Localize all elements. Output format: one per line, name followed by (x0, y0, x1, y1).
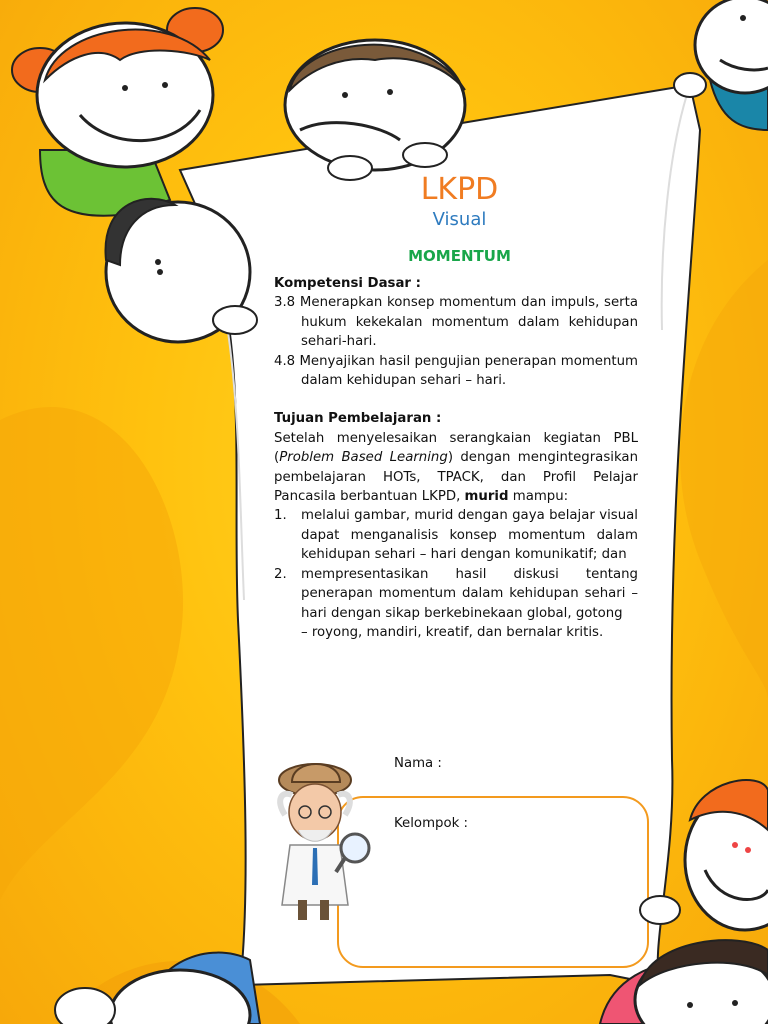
kompetensi-number: 3.8 (274, 295, 296, 311)
tujuan-number: 1. (274, 508, 287, 524)
tujuan-intro-bold: murid (464, 489, 509, 505)
kompetensi-text: Menerapkan konsep momentum dan impuls, serta hukum kekekalan momentum dalam kehidupan sehari-hari. (299, 295, 638, 350)
tujuan-continuation: – royong, mandiri, kreatif, dan bernalar kritis. (301, 624, 604, 640)
kompetensi-text: Menyajikan hasil pengujian penerapan momentum dalam kehidupan sehari – hari. (299, 353, 639, 389)
identity-box (337, 796, 649, 968)
tujuan-text: mempresentasikan hasil diskusi tentang penerapan momentum dalam kehidupan sehari – hari dengan sikap berkebinekaan global, gotong (301, 566, 638, 621)
tujuan-item (274, 565, 638, 623)
page-subtitle: Visual (432, 209, 487, 230)
tujuan-intro-italic: Problem Based Learning (279, 450, 448, 466)
tujuan-number: 2. (274, 566, 287, 582)
topic-heading: MOMENTUM (408, 247, 511, 265)
worksheet-content (274, 274, 638, 642)
tujuan-heading: Tujuan Pembelajaran : (274, 411, 442, 427)
tujuan-text: melalui gambar, murid dengan gaya belajar visual dapat menganalisis konsep momentum dalam kehidupan sehari – hari dengan komunikatif; dan (301, 508, 638, 563)
tujuan-intro-part: ) dengan mengintegrasikan pembelajaran HOTs, TPACK, dan Profil Pelajar Pancasila berbantuan LKPD, (274, 450, 638, 505)
tujuan-intro (274, 429, 638, 507)
tujuan-item (274, 506, 638, 564)
tujuan-intro-part: mampu: (508, 489, 569, 505)
kompetensi-item (274, 352, 638, 391)
page-title: LKPD (420, 172, 499, 207)
kompetensi-heading: Kompetensi Dasar : (274, 276, 421, 291)
nama-label: Nama : (394, 756, 442, 771)
kompetensi-number: 4.8 (274, 353, 296, 369)
kelompok-label: Kelompok : (394, 816, 469, 831)
tujuan-intro-part: Setelah menyelesaikan serangkaian kegiatan PBL ( (274, 430, 638, 466)
kompetensi-item (274, 293, 638, 351)
